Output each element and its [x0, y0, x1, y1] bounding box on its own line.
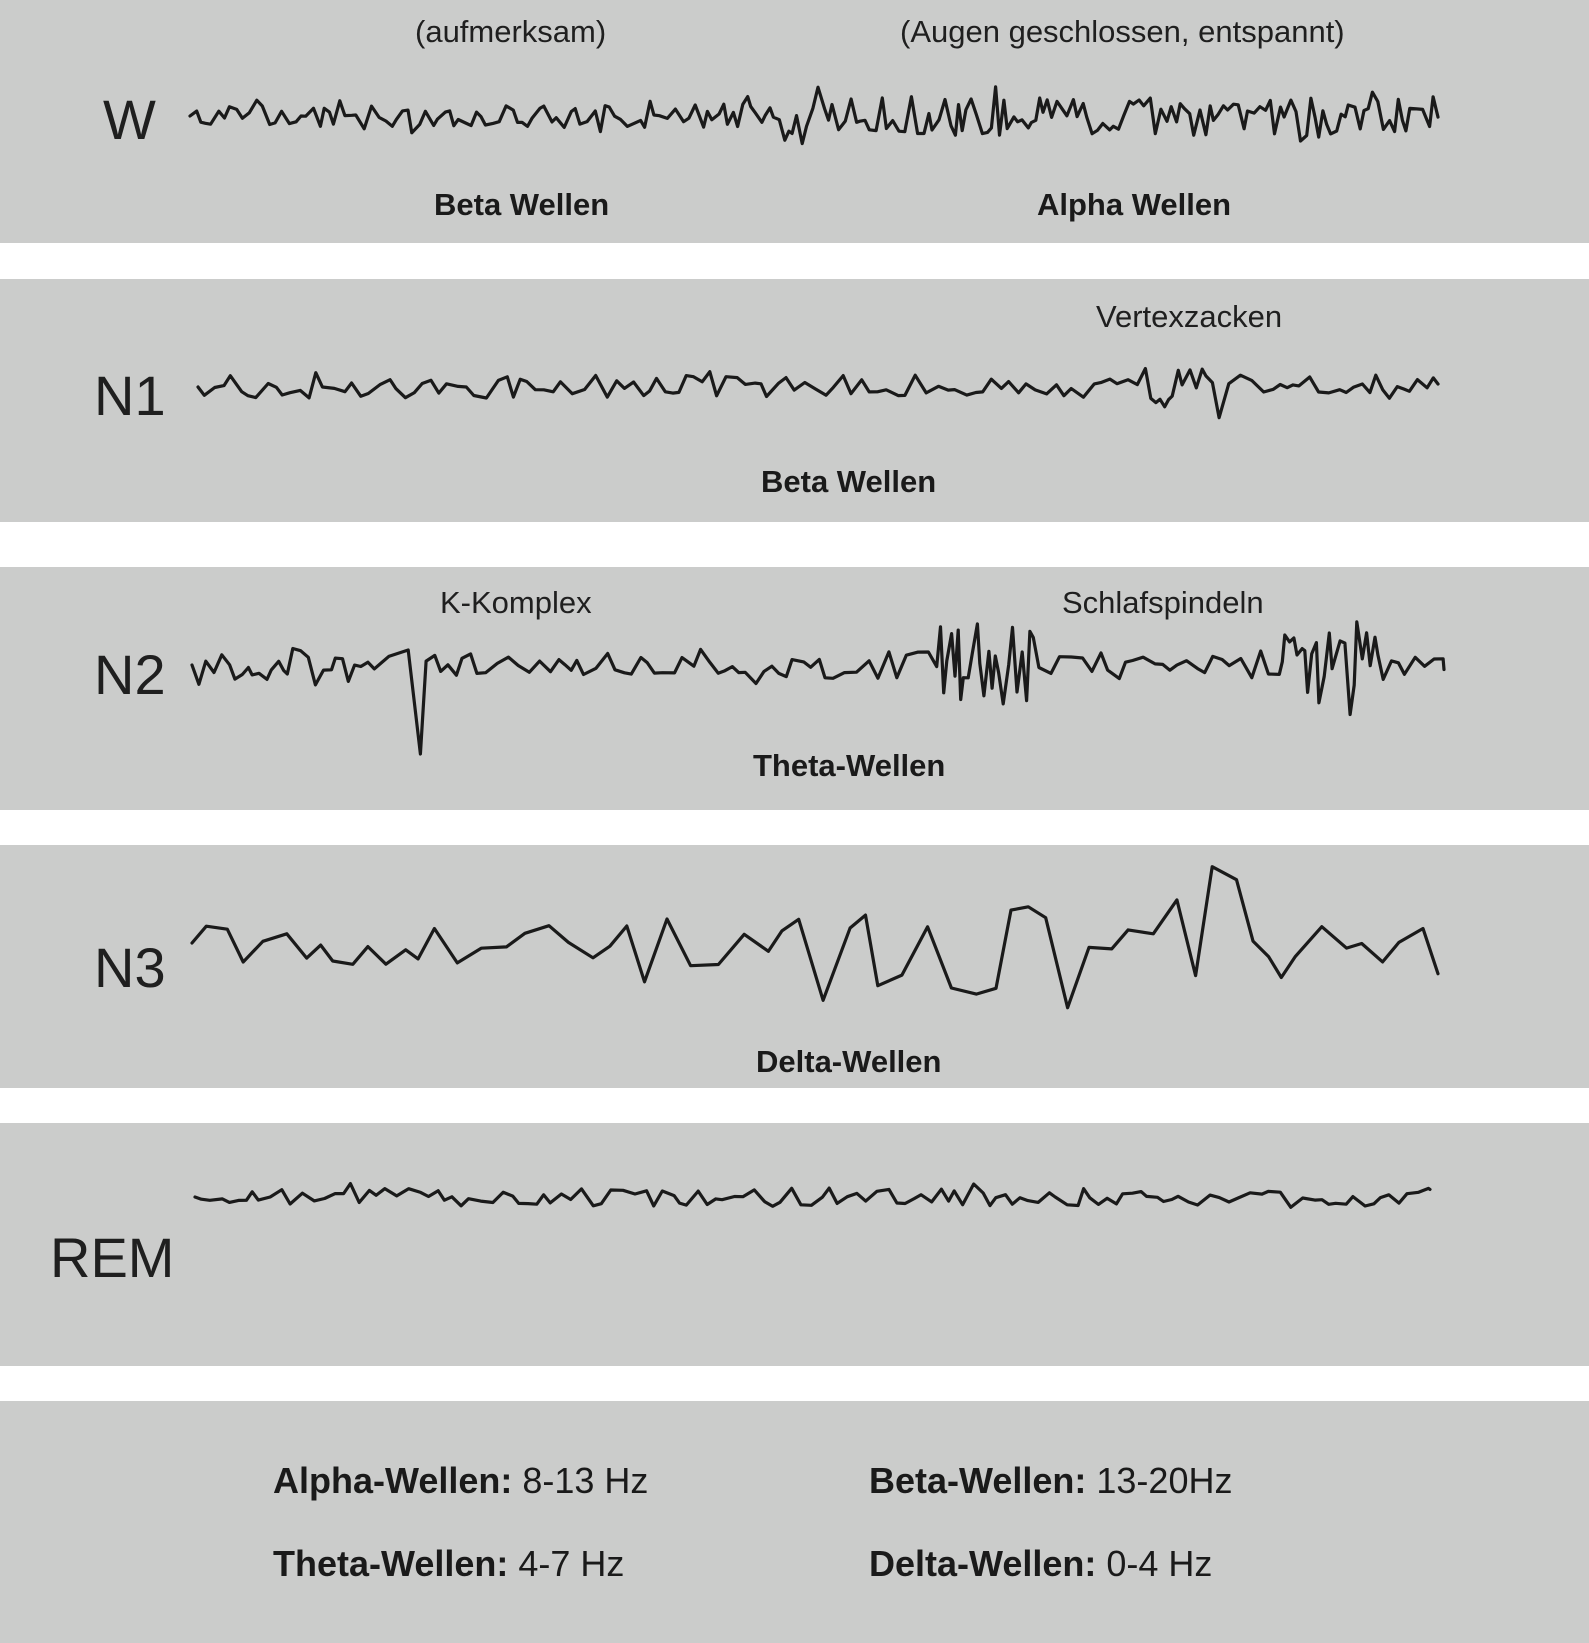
- legend-beta: [869, 1460, 1233, 1501]
- note-sleep-spindles: Schlafspindeln: [1062, 585, 1264, 620]
- legend-beta-range: 13-20Hz: [1096, 1460, 1233, 1501]
- legend-delta-range: 0-4 Hz: [1106, 1543, 1213, 1584]
- panel-n1: [0, 279, 1589, 522]
- panel-wake: [0, 0, 1589, 243]
- wave-label-theta: Theta-Wellen: [753, 748, 946, 783]
- legend-theta: [273, 1543, 625, 1584]
- stage-label-n2: N2: [94, 643, 166, 706]
- wave-label-alpha-w: Alpha Wellen: [1037, 187, 1232, 222]
- note-vertex-sharp: Vertexzacken: [1096, 299, 1283, 334]
- panel-rem: [0, 1123, 1589, 1366]
- legend-beta-name: Beta-Wellen:: [869, 1460, 1087, 1501]
- stage-label-n1: N1: [94, 364, 166, 427]
- wave-label-delta: Delta-Wellen: [756, 1044, 942, 1079]
- wave-label-beta-w: Beta Wellen: [434, 187, 610, 222]
- note-attentive: (aufmerksam): [415, 14, 607, 49]
- note-eyes-closed: (Augen geschlossen, entspannt): [900, 14, 1345, 49]
- eeg-trace-rem: [0, 1123, 1589, 1366]
- legend-alpha-range: 8-13 Hz: [522, 1460, 649, 1501]
- panel-n2: [0, 567, 1589, 810]
- wave-label-beta-n1: Beta Wellen: [761, 464, 937, 499]
- legend-alpha: [273, 1460, 649, 1501]
- legend-alpha-name: Alpha-Wellen:: [273, 1460, 513, 1501]
- eeg-trace-w: [0, 0, 1589, 243]
- stage-label-rem: REM: [50, 1226, 175, 1289]
- stage-label-w: W: [103, 88, 156, 151]
- legend-delta: [869, 1543, 1213, 1584]
- legend-theta-range: 4-7 Hz: [518, 1543, 625, 1584]
- note-k-complex: K-Komplex: [440, 585, 592, 620]
- legend-theta-name: Theta-Wellen:: [273, 1543, 509, 1584]
- panel-n3: [0, 845, 1589, 1088]
- stage-label-n3: N3: [94, 936, 166, 999]
- legend-delta-name: Delta-Wellen:: [869, 1543, 1097, 1584]
- frequency-legend: [0, 1401, 1589, 1643]
